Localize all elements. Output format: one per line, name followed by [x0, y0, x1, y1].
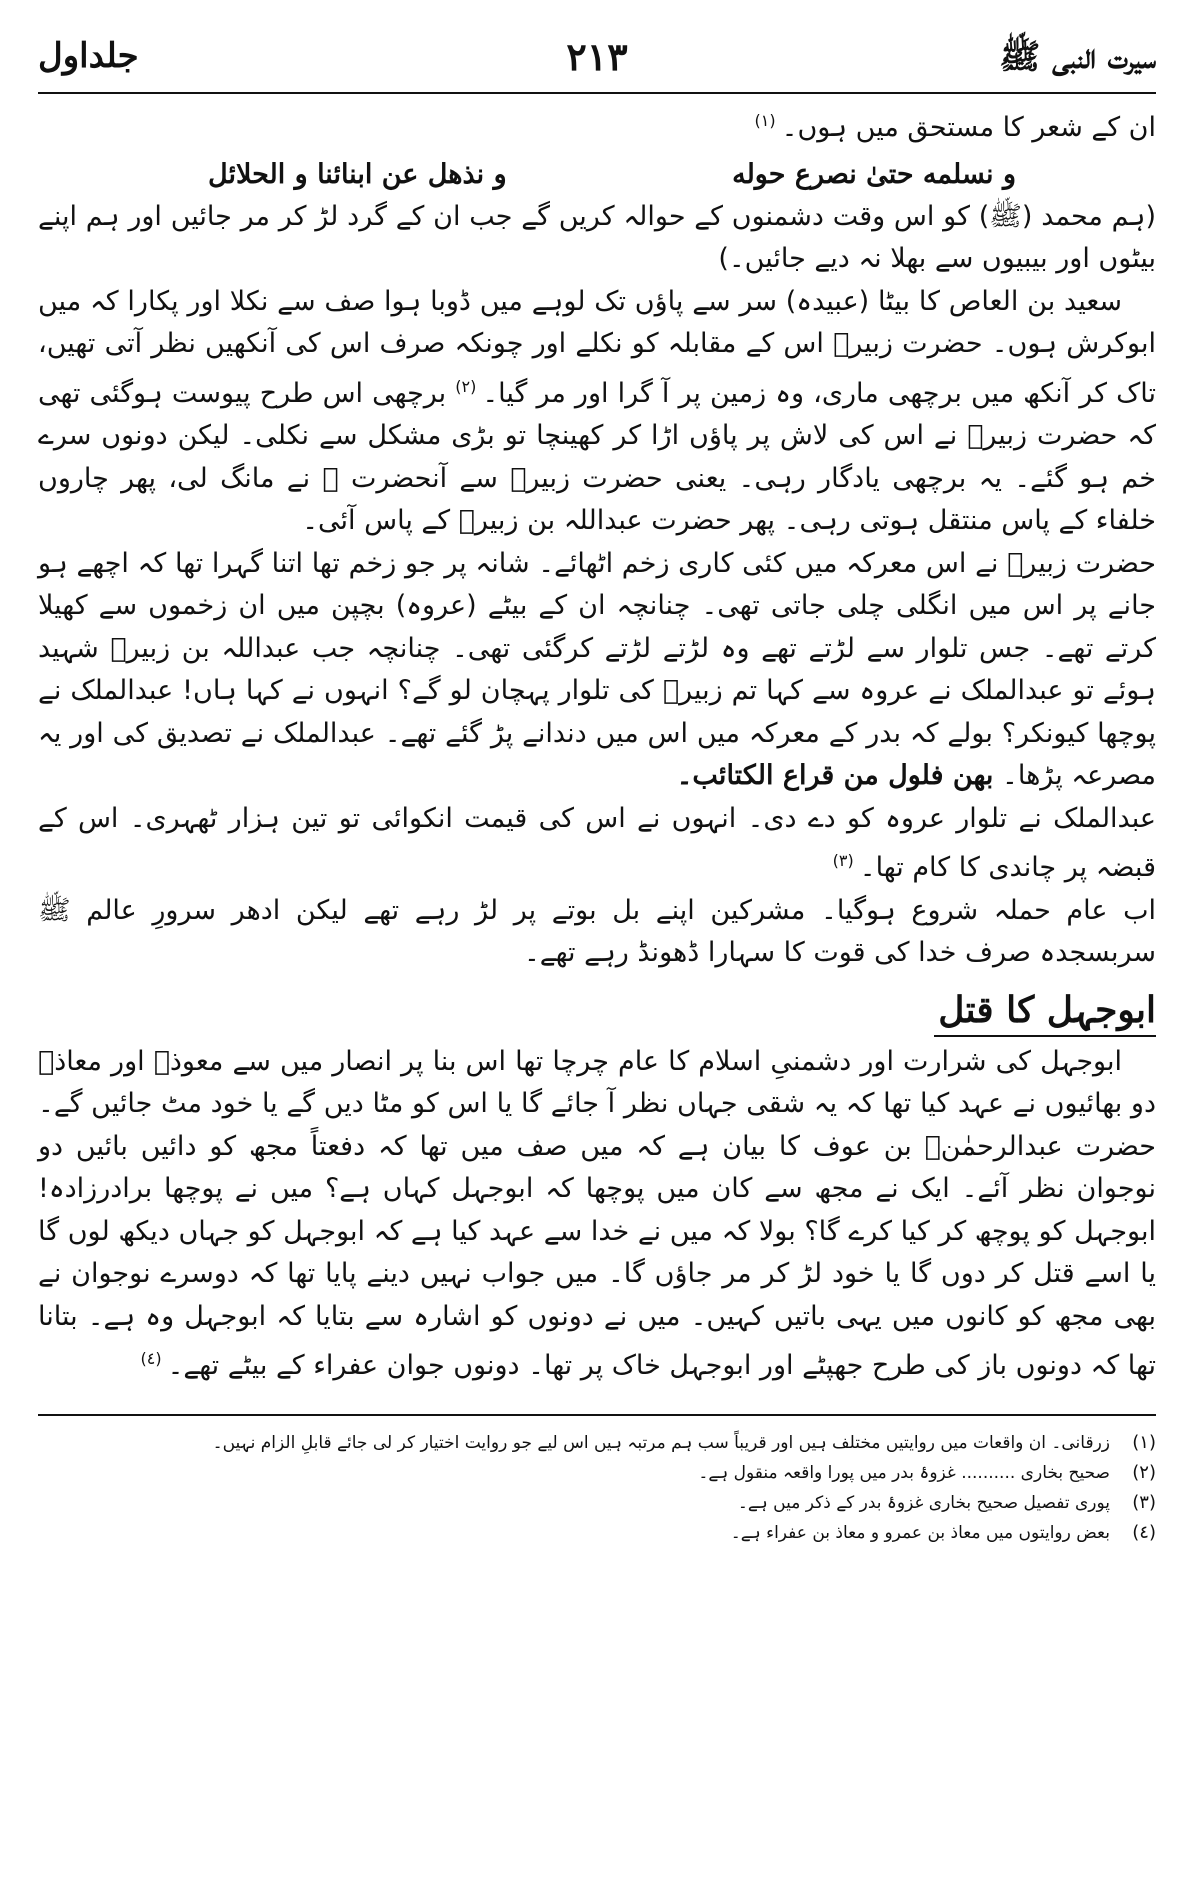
arabic-verse [38, 150, 1156, 196]
book-page [38, 28, 1156, 1858]
footnote-ref-2: (٢) [455, 376, 477, 396]
intro-line [38, 100, 1156, 150]
footnote-item [38, 1428, 1156, 1458]
footnote-number: (٢) [1132, 1461, 1156, 1483]
footnote-dots: .......... [961, 1462, 1016, 1483]
paragraph-abu-karish [38, 281, 1156, 543]
page-body [38, 100, 1156, 1388]
footnote-item [38, 1458, 1156, 1488]
footnote-divider [38, 1414, 1156, 1416]
footnote-item [38, 1518, 1156, 1548]
paragraph-zubair-wounds [38, 543, 1156, 798]
footnote-text [38, 1459, 1110, 1488]
section-heading: ابوجہل کا قتل [934, 985, 1156, 1037]
paragraph-text: حضرت زبیرؓ نے اس معرکہ میں کئی کاری زخم اٹھائے۔ شانہ پر جو زخم تھا اتنا گہرا تھا کہ اچھے ہو جانے پر اس میں انگلی چلی جاتی تھی۔ چنانچہ ان کے بیٹے (عروہ) بچپن میں ان زخموں سے کھیلا کرتے تھے۔ جس تلوار سے لڑتے تھے وہ لڑتے لڑتے کرگئی تھی۔ چنانچہ جب عبداللہ بن زبیرؓ شہید ہوئے تو عبدالملک نے عروہ سے کہا تم زبیرؓ کی تلوار پہچان لو گے؟ انہوں نے کہا ہاں! عبدالملک نے پوچھا کیونکر؟ بولے کہ بدر کے معرکہ میں اس میں دندانے پڑ گئے تھے۔ عبدالملک نے تصدیق کی اور یہ مصرعہ پڑھا۔ [38, 547, 1156, 791]
footnote-text: پوری تفصیل صحیح بخاری غزوۂ بدر کے ذکر میں ہے۔ [737, 1492, 1110, 1513]
paragraph-text: عبدالملک نے تلوار عروہ کو دے دی۔ انہوں نے اس کی قیمت انکوائی تو تین ہزار ٹھہری۔ اس کے قبضہ پر چاندی کا کام تھا۔ [38, 802, 1156, 883]
footnote-ref-1: (١) [754, 111, 776, 130]
footnotes [38, 1428, 1156, 1548]
paragraph-sword [38, 798, 1156, 890]
footnote-detail: غزوۂ بدر میں پورا واقعہ منقول ہے۔ [698, 1462, 956, 1483]
paragraph-general-attack: اب عام حملہ شروع ہوگیا۔ مشرکین اپنے بل بوتے پر لڑ رہے تھے لیکن ادھر سرورِ عالم ﷺ سربسجدہ صرف خدا کی قوت کا سہارا ڈھونڈ رہے تھے۔ [38, 894, 1156, 968]
verse-hemistich-left: و نذهل عن ابنائنا و الحلائل [208, 158, 507, 190]
footnote-number: (٤) [1132, 1521, 1156, 1543]
footnote-number: (١) [1132, 1431, 1156, 1453]
paragraph-text: ابوجہل کی شرارت اور دشمنیِ اسلام کا عام چرچا تھا اس بنا پر انصار میں سے معوذؓ اور معاذؓ دو بھائیوں نے عہد کیا تھا کہ یہ شقی جہاں نظر آ جائے گا یا اس کو مٹا دیں گے یا خود مٹ جائیں گے۔ حضرت عبدالرحمٰنؓ بن عوف کا بیان ہے کہ میں صف میں تھا کہ دفعتاً مجھ کو دائیں بائیں دو نوجوان نظر آئے۔ ایک نے مجھ سے کان میں پوچھا کہ ابوجہل کہاں ہے؟ میں نے پوچھا برادرزادہ! ابوجہل کو پوچھ کر کیا کرے گا؟ بولا کہ میں نے خدا سے عہد کیا ہے کہ ابوجہل کو جہاں دیکھ لوں گا یا اسے قتل کر دوں گا یا خود لڑ کر مر جاؤں گا۔ میں جواب نہیں دینے پایا تھا کہ دوسرے نوجوان نے بھی مجھ کو کانوں میں یہی باتیں کہیں۔ میں نے دونوں کو اشارہ سے بتایا کہ ابوجہل وہ ہے۔ بتانا تھا کہ دونوں باز کی طرح جھپٹے اور ابوجہل خاک پر تھا۔ دونوں جوان عفراء کے بیٹے تھے۔ [38, 1045, 1156, 1381]
intro-text: ان کے شعر کا مستحق میں ہوں۔ [781, 112, 1156, 143]
footnote-text: زرقانی۔ ان واقعات میں روایتیں مختلف ہیں اور قریباً سب ہم مرتبہ ہیں اس لیے جو روایت اختیار کر لی جائے قابلِ الزام نہیں۔ [212, 1432, 1110, 1453]
volume-label: جلداول [38, 36, 139, 76]
book-title: سیرت النبی ﷺ [999, 37, 1156, 77]
paragraph-text: سعید بن العاص کا بیٹا (عبیدہ) سر سے پاؤں تک لوہے میں ڈوبا ہوا صف سے نکلا اور پکارا کہ میں ابوکرش ہوں۔ حضرت زبیرؓ اس کے مقابلہ کو نکلے اور چونکہ صرف اس کی آنکھیں نظر آتی تھیں، تاک کر آنکھ میں برچھی ماری، وہ زمین پر آ گرا اور مر گیا۔ [38, 285, 1156, 409]
footnote-ref-4: (٤) [140, 1349, 162, 1368]
verse-hemistich-right: و نسلمه حتیٰ نصرع حوله [732, 158, 1016, 190]
footnote-number: (٣) [1132, 1491, 1156, 1513]
footnote-source: صحیح بخاری [1020, 1462, 1110, 1483]
footnote-item [38, 1488, 1156, 1518]
verse-translation: (ہم محمد (ﷺ) کو اس وقت دشمنوں کے حوالہ کریں گے جب ان کے گرد لڑ کر مر جائیں اور ہم اپنے بیٹوں اور بیبیوں سے بھلا نہ دیے جائیں۔) [38, 200, 1156, 274]
footnote-text: بعض روایتوں میں معاذ بن عمرو و معاذ بن عفراء ہے۔ [730, 1522, 1110, 1543]
paragraph-text: برچھی اس طرح پیوست ہوگئی تھی کہ حضرت زبیرؓ نے اس کی لاش پر پاؤں اڑا کر کھینچا تو بڑی مشکل سے نکلی۔ لیکن دونوں سرے خم ہو گئے۔ یہ برچھی یادگار رہی۔ یعنی حضرت زبیرؓ سے آنحضرت ﷺ نے مانگ لی، پھر چاروں خلفاء کے پاس منتقل ہوتی رہی۔ پھر حضرت عبداللہ بن زبیرؓ کے پاس آئی۔ [38, 377, 1156, 536]
page-header [38, 28, 1156, 94]
quoted-verse: بھن فلول من قراع الکتائب۔ [676, 760, 994, 791]
paragraph-abu-jahl [38, 1041, 1156, 1388]
page-number: ٢١٣ [566, 34, 628, 79]
section-heading-wrap [38, 985, 1156, 1041]
footnote-ref-3: (٣) [832, 851, 854, 870]
